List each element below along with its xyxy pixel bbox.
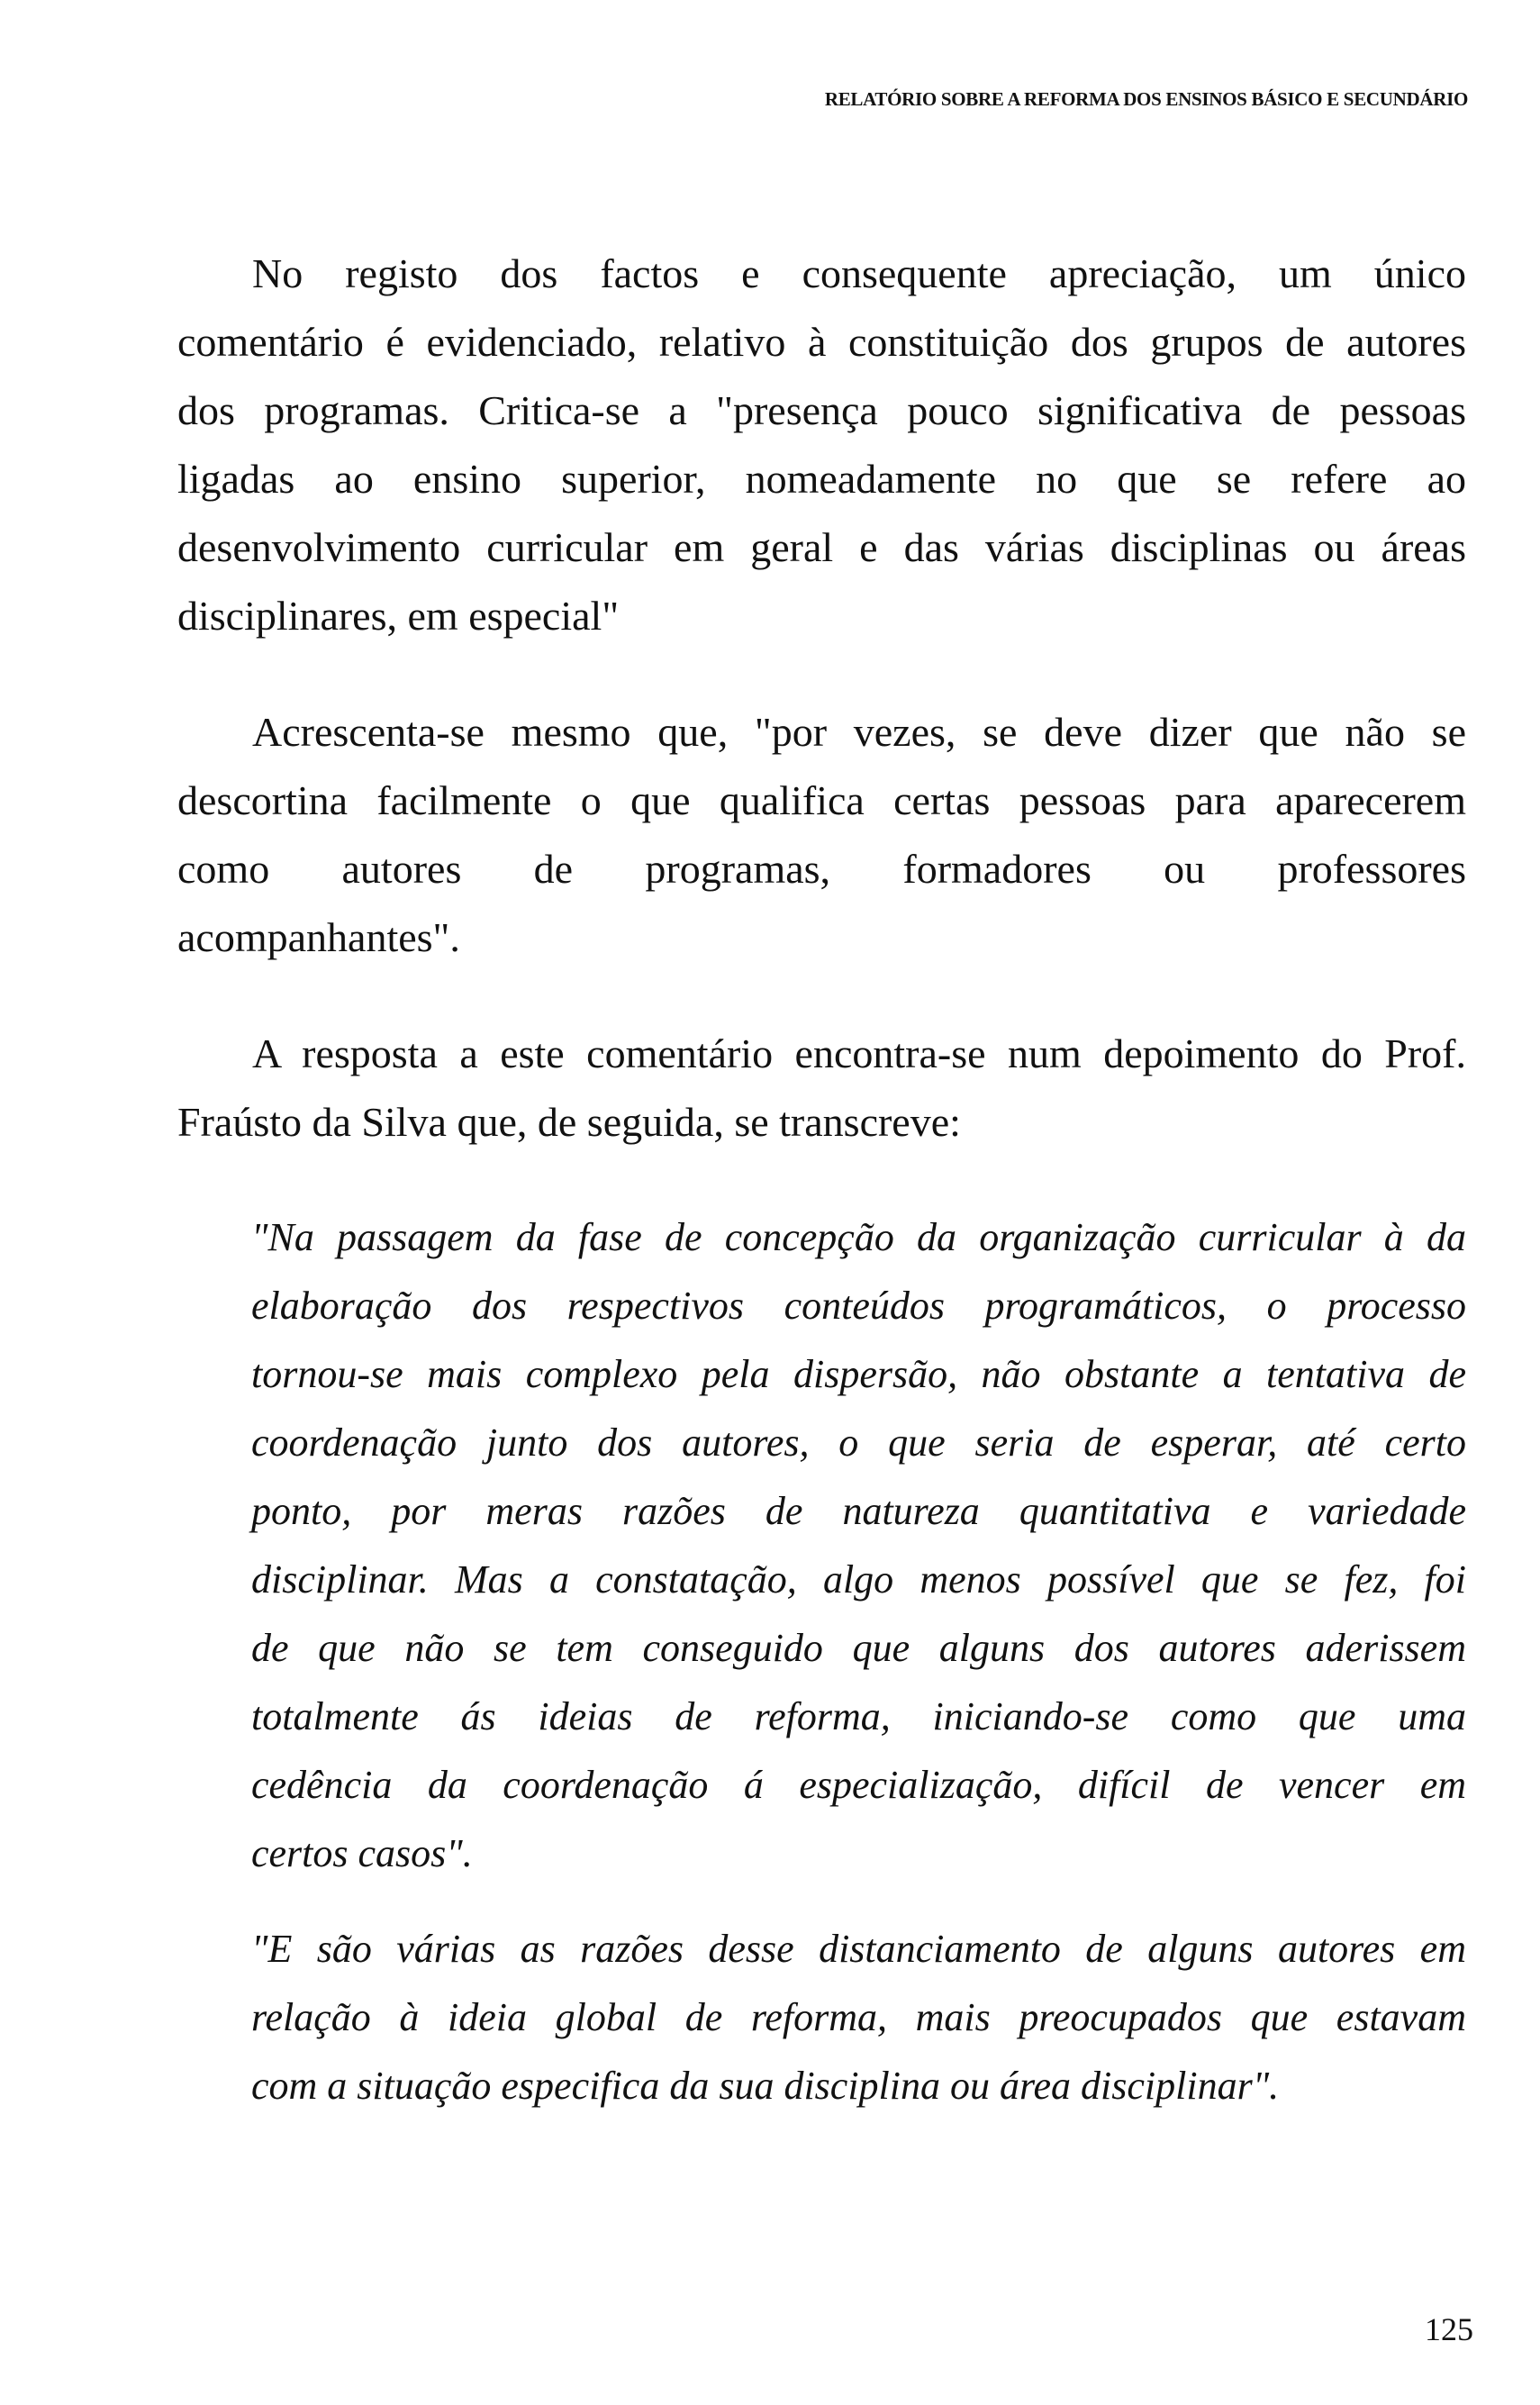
running-header: RELATÓRIO SOBRE A REFORMA DOS ENSINOS BÁSICO E SECUNDÁRIO xyxy=(824,88,1468,110)
quote-line: com a situação especifica da sua disciplina ou área disciplinar". xyxy=(251,2064,1280,2108)
quote-line: de que não se tem conseguido que alguns dos autores aderissem xyxy=(251,1626,1466,1670)
text-line: Acrescenta-se mesmo que, "por vezes, se deve dizer que não se xyxy=(252,709,1466,755)
quote-line: tornou-se mais complexo pela dispersão, não obstante a tentativa de xyxy=(251,1352,1466,1396)
quote-line: relação à ideia global de reforma, mais preocupados que estavam xyxy=(251,1995,1466,2039)
quote-line: ponto, por meras razões de natureza quantitativa e variedade xyxy=(251,1489,1466,1533)
quote-line: cedência da coordenação á especialização, difícil de vencer em xyxy=(251,1763,1466,1807)
quote-line: totalmente ás ideias de reforma, iniciando-se como que uma xyxy=(251,1694,1466,1738)
text-line: ligadas ao ensino superior, nomeadamente no que se refere ao xyxy=(177,456,1466,502)
text-line: Fraústo da Silva que, de seguida, se transcreve: xyxy=(177,1099,961,1145)
text-line: comentário é evidenciado, relativo à constituição dos grupos de autores xyxy=(177,319,1466,365)
text-line: A resposta a este comentário encontra-se num depoimento do Prof. xyxy=(252,1030,1466,1076)
quote-line: elaboração dos respectivos conteúdos programáticos, o processo xyxy=(251,1284,1466,1328)
quote-line: "E são várias as razões desse distanciamento de alguns autores em xyxy=(251,1927,1466,1971)
page-number: 125 xyxy=(1425,2311,1473,2347)
quote-line: coordenação junto dos autores, o que seria de esperar, até certo xyxy=(251,1420,1466,1465)
quote-line: "Na passagem da fase de concepção da organização curricular à da xyxy=(251,1215,1466,1259)
text-line: disciplinares, em especial" xyxy=(177,593,620,639)
text-line: como autores de programas, formadores ou professores xyxy=(177,846,1466,892)
text-line: No registo dos factos e consequente apreciação, um único xyxy=(252,250,1466,296)
quote-line: certos casos". xyxy=(251,1831,473,1875)
text-line: acompanhantes". xyxy=(177,914,460,960)
text-line: descortina facilmente o que qualifica certas pessoas para aparecerem xyxy=(177,777,1466,823)
quote-line: disciplinar. Mas a constatação, algo menos possível que se fez, foi xyxy=(251,1557,1466,1602)
text-line: dos programas. Critica-se a "presença pouco significativa de pessoas xyxy=(177,387,1466,433)
text-line: desenvolvimento curricular em geral e das várias disciplinas ou áreas xyxy=(177,524,1466,570)
